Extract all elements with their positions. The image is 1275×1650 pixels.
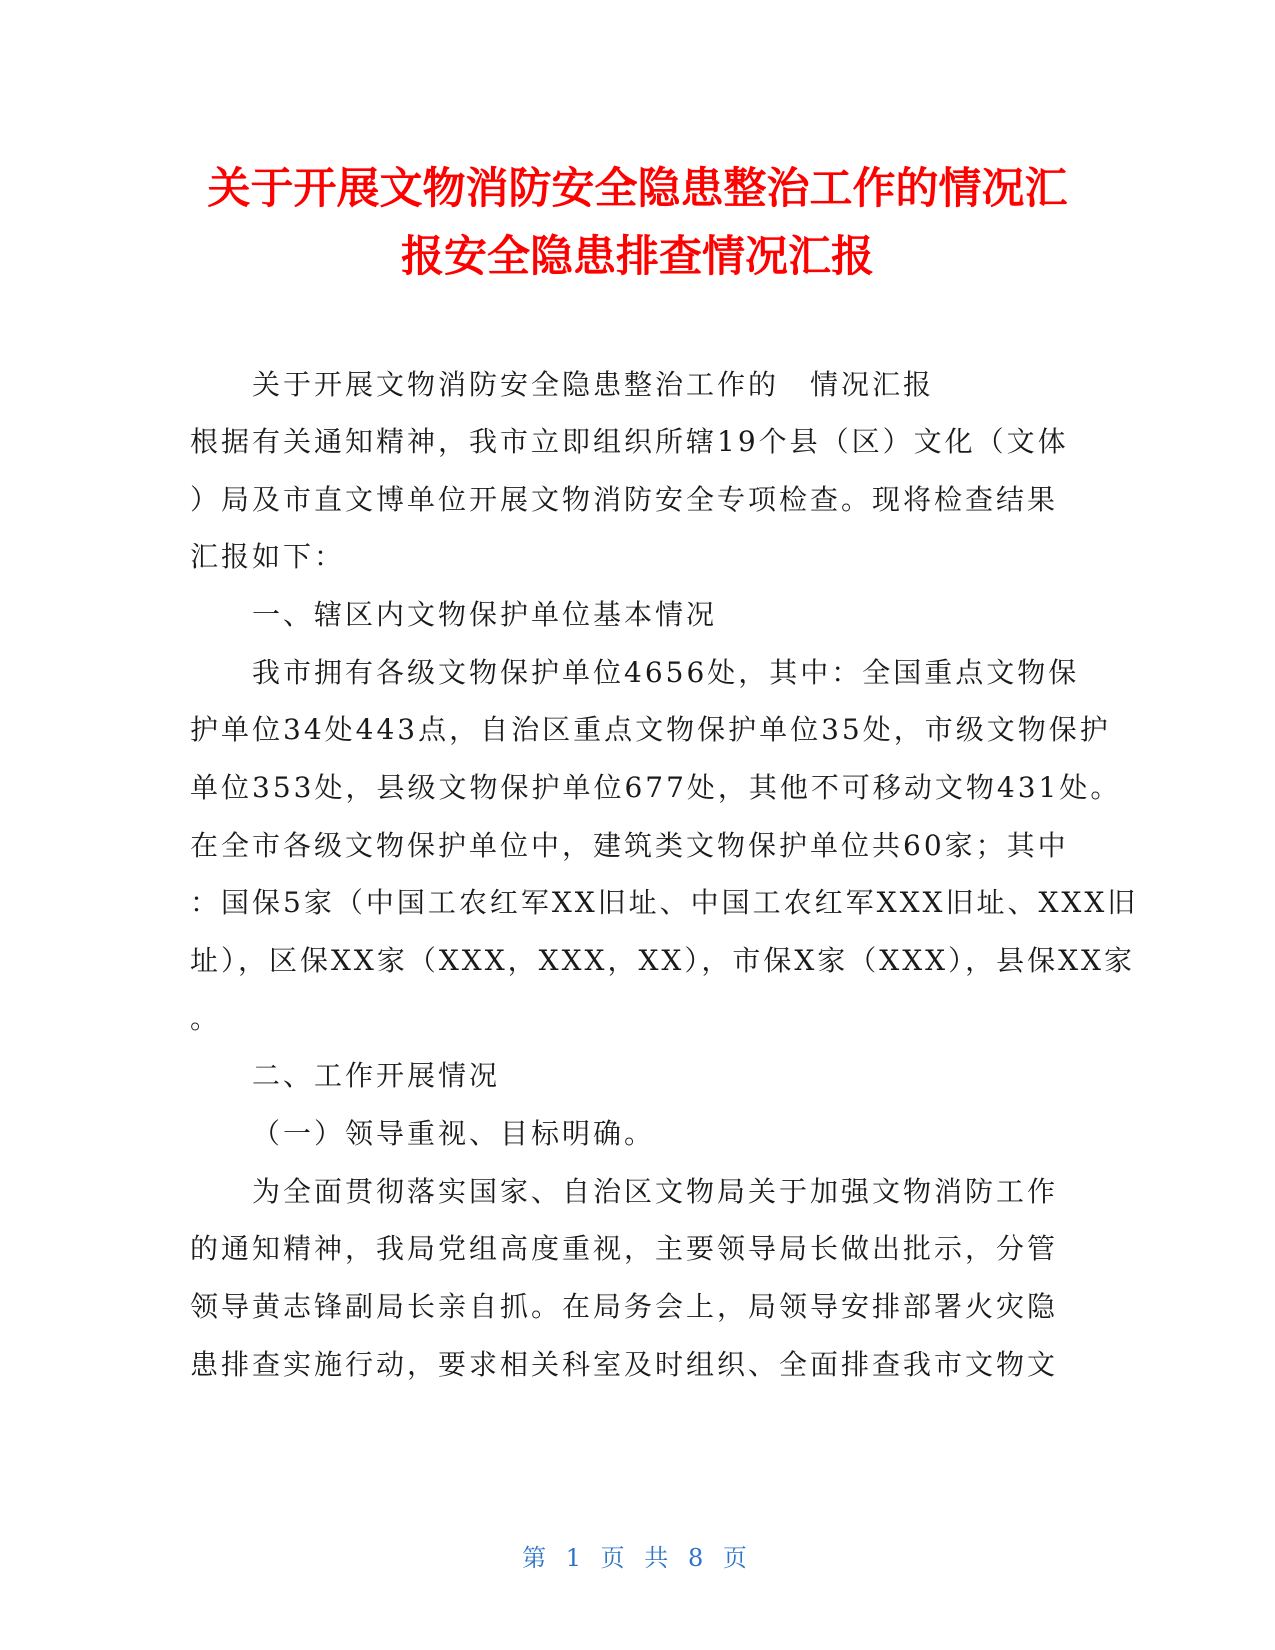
section-heading: 一、辖区内文物保护单位基本情况 [252, 598, 718, 631]
title-line-1: 关于开展文物消防安全隐患整治工作的情况汇 [207, 164, 1068, 214]
subsection-heading: （一）领导重视、目标明确。 [252, 1117, 656, 1150]
page-number-footer: 第 1 页 共 8 页 [522, 1544, 753, 1572]
section-heading: 二、工作开展情况 [252, 1059, 501, 1092]
body-line: 领导黄志锋副局长亲自抓。在局务会上，局领导安排部署火灾隐 [190, 1290, 1059, 1323]
body-line: 汇报如下： [190, 540, 346, 573]
title-line-2: 报安全隐患排查情况汇报 [401, 232, 874, 282]
body-line: 址），区保XX家（XXX，XXX，XX），市保X家（XXX），县保XX家 [190, 944, 1135, 977]
body-line: 患排查实施行动，要求相关科室及时组织、全面排查我市文物文 [190, 1348, 1059, 1381]
body-line: ）局及市直文博单位开展文物消防安全专项检查。现将检查结果 [190, 483, 1059, 516]
body-line: 。 [190, 1002, 222, 1035]
body-line: 我市拥有各级文物保护单位4656处，其中：全国重点文物保 [252, 656, 1080, 689]
body-line: 单位353处，县级文物保护单位677处，其他不可移动文物431处。 [190, 771, 1122, 804]
body-line: 的通知精神，我局党组高度重视，主要领导局长做出批示，分管 [190, 1232, 1059, 1265]
body-line: 在全市各级文物保护单位中，建筑类文物保护单位共60家；其中 [190, 829, 1069, 862]
body-line: 护单位34处443点，自治区重点文物保护单位35处，市级文物保护 [190, 713, 1111, 746]
body-line: 为全面贯彻落实国家、自治区文物局关于加强文物消防工作 [252, 1175, 1059, 1208]
body-line: 关于开展文物消防安全隐患整治工作的 情况汇报 [252, 368, 935, 401]
document-title [150, 155, 1125, 291]
body-line: 根据有关通知精神，我市立即组织所辖19个县（区）文化（文体 [190, 425, 1069, 458]
body-line: ：国保5家（中国工农红军XX旧址、中国工农红军XXX旧址、XXX旧 [190, 886, 1139, 919]
